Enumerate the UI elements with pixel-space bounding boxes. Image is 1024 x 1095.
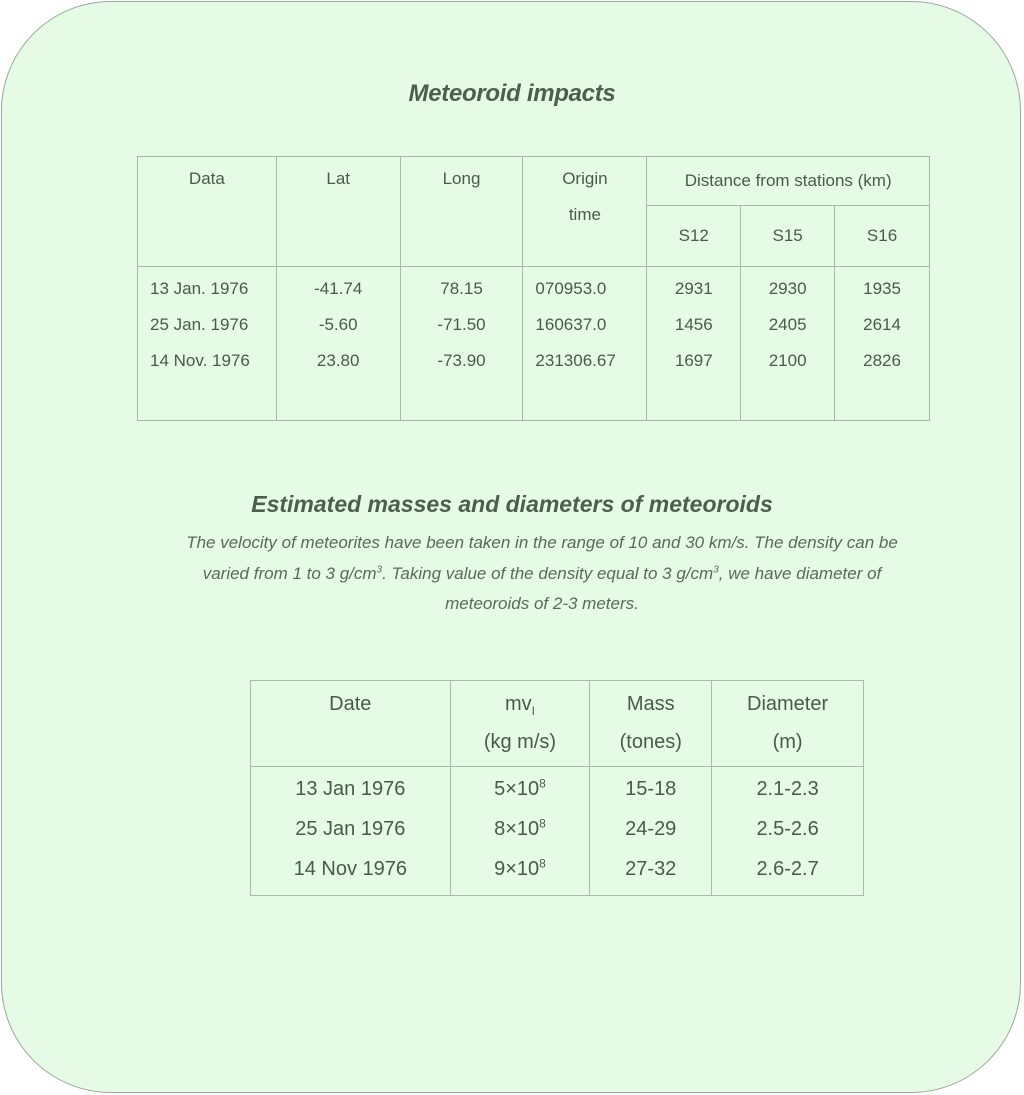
column-header-s16: S16: [835, 206, 930, 267]
column-header-mass: [590, 681, 712, 767]
paragraph-text: . Taking value of the density equal to 3 g/cm: [382, 563, 714, 583]
column-header-lat: Lat: [276, 157, 400, 267]
column-header-long: Long: [400, 157, 523, 267]
date-cell: [138, 267, 277, 421]
header-label: Diameter: [747, 693, 829, 715]
table-cell: 070953.0: [535, 279, 607, 298]
header-unit: (m): [772, 731, 803, 753]
table-body-row: [251, 767, 864, 896]
column-header-origin-time: [523, 157, 647, 267]
column-header-date: Data: [138, 157, 277, 267]
table-cell: 2.5-2.6: [756, 818, 819, 840]
page-title: Meteoroid impacts: [408, 80, 616, 107]
table-cell: 1935: [863, 279, 901, 298]
table-cell: 2930: [768, 279, 807, 298]
table-body-row: [138, 267, 930, 421]
superscript: 8: [539, 856, 546, 871]
column-header-distance: Distance from stations (km): [647, 157, 930, 206]
diameter-cell: [712, 767, 864, 896]
table-cell: [451, 775, 590, 815]
table-cell: 2614: [863, 315, 901, 334]
table-cell: 27-32: [625, 858, 677, 880]
table-cell: 23.80: [316, 351, 360, 370]
s16-cell: [835, 267, 930, 421]
momentum-cell: [450, 767, 590, 896]
table-cell: 15-18: [625, 778, 677, 800]
table-cell: 25 Jan. 1976: [150, 315, 249, 334]
s15-cell: [741, 267, 835, 421]
table-cell: 14 Nov 1976: [293, 858, 407, 880]
column-header-momentum: [450, 681, 590, 767]
time-label: time: [568, 205, 601, 224]
table-cell: -5.60: [318, 315, 358, 334]
table-cell: 160637.0: [535, 315, 607, 334]
long-cell: [400, 267, 523, 421]
table-cell: 2.1-2.3: [756, 778, 819, 800]
subscript: I: [531, 704, 535, 718]
table-cell: -71.50: [437, 315, 486, 334]
table-cell: 1456: [674, 315, 713, 334]
table-cell: -73.90: [437, 351, 486, 370]
header-text: mv: [504, 693, 532, 715]
superscript: 8: [539, 816, 546, 831]
table-cell: 2100: [768, 351, 807, 370]
column-header-s15: S15: [741, 206, 835, 267]
date-cell: [251, 767, 451, 896]
table-cell: [451, 855, 590, 895]
table-cell: [451, 815, 590, 855]
superscript: 3: [713, 563, 719, 575]
column-header-s12: S12: [647, 206, 741, 267]
superscript: 3: [376, 563, 383, 575]
table-cell: 2.6-2.7: [756, 858, 819, 880]
table-cell: -41.74: [314, 279, 363, 298]
header-unit: (tones): [619, 731, 682, 753]
s12-cell: [647, 267, 741, 421]
origin-label: Origin: [562, 169, 608, 188]
section-paragraph: [172, 528, 912, 620]
paragraph-text: , we have diameter of meteoroids of 2-3 meters.: [445, 563, 882, 613]
table-cell: 78.15: [440, 279, 483, 298]
header-label: Date: [329, 693, 372, 715]
value-text: 8×10: [494, 818, 540, 840]
table-cell: 13 Jan. 1976: [150, 279, 249, 298]
table-cell: 14 Nov. 1976: [150, 351, 250, 370]
table-cell: 1697: [674, 351, 713, 370]
section-title: Estimated masses and diameters of meteoroids: [251, 491, 773, 517]
table-cell: 2931: [674, 279, 713, 298]
table-cell: 25 Jan 1976: [295, 818, 406, 840]
column-header-diameter: [712, 681, 864, 767]
header-label: Mass: [626, 693, 675, 715]
header-unit: (kg m/s): [483, 731, 557, 753]
table-cell: 2826: [863, 351, 901, 370]
header-label: [451, 691, 590, 731]
origin-cell: [523, 267, 647, 421]
table-cell: 24-29: [625, 818, 677, 840]
table-cell: 231306.67: [535, 351, 616, 370]
lat-cell: [276, 267, 400, 421]
value-text: 5×10: [494, 778, 540, 800]
impacts-table: [137, 156, 930, 421]
table-header-row: [251, 681, 864, 767]
column-header-date: [251, 681, 451, 767]
value-text: 9×10: [494, 858, 540, 880]
table-cell: 13 Jan 1976: [295, 778, 406, 800]
table-header-row: [138, 157, 930, 206]
table-cell: 2405: [768, 315, 807, 334]
mass-cell: [590, 767, 712, 896]
paragraph-text: The velocity of meteorites have been taken in the range of 10 and 30 km/s. The density can be varied from 1 to 3 g/cm: [186, 533, 898, 583]
mass-table: [250, 680, 864, 896]
superscript: 8: [539, 776, 546, 791]
